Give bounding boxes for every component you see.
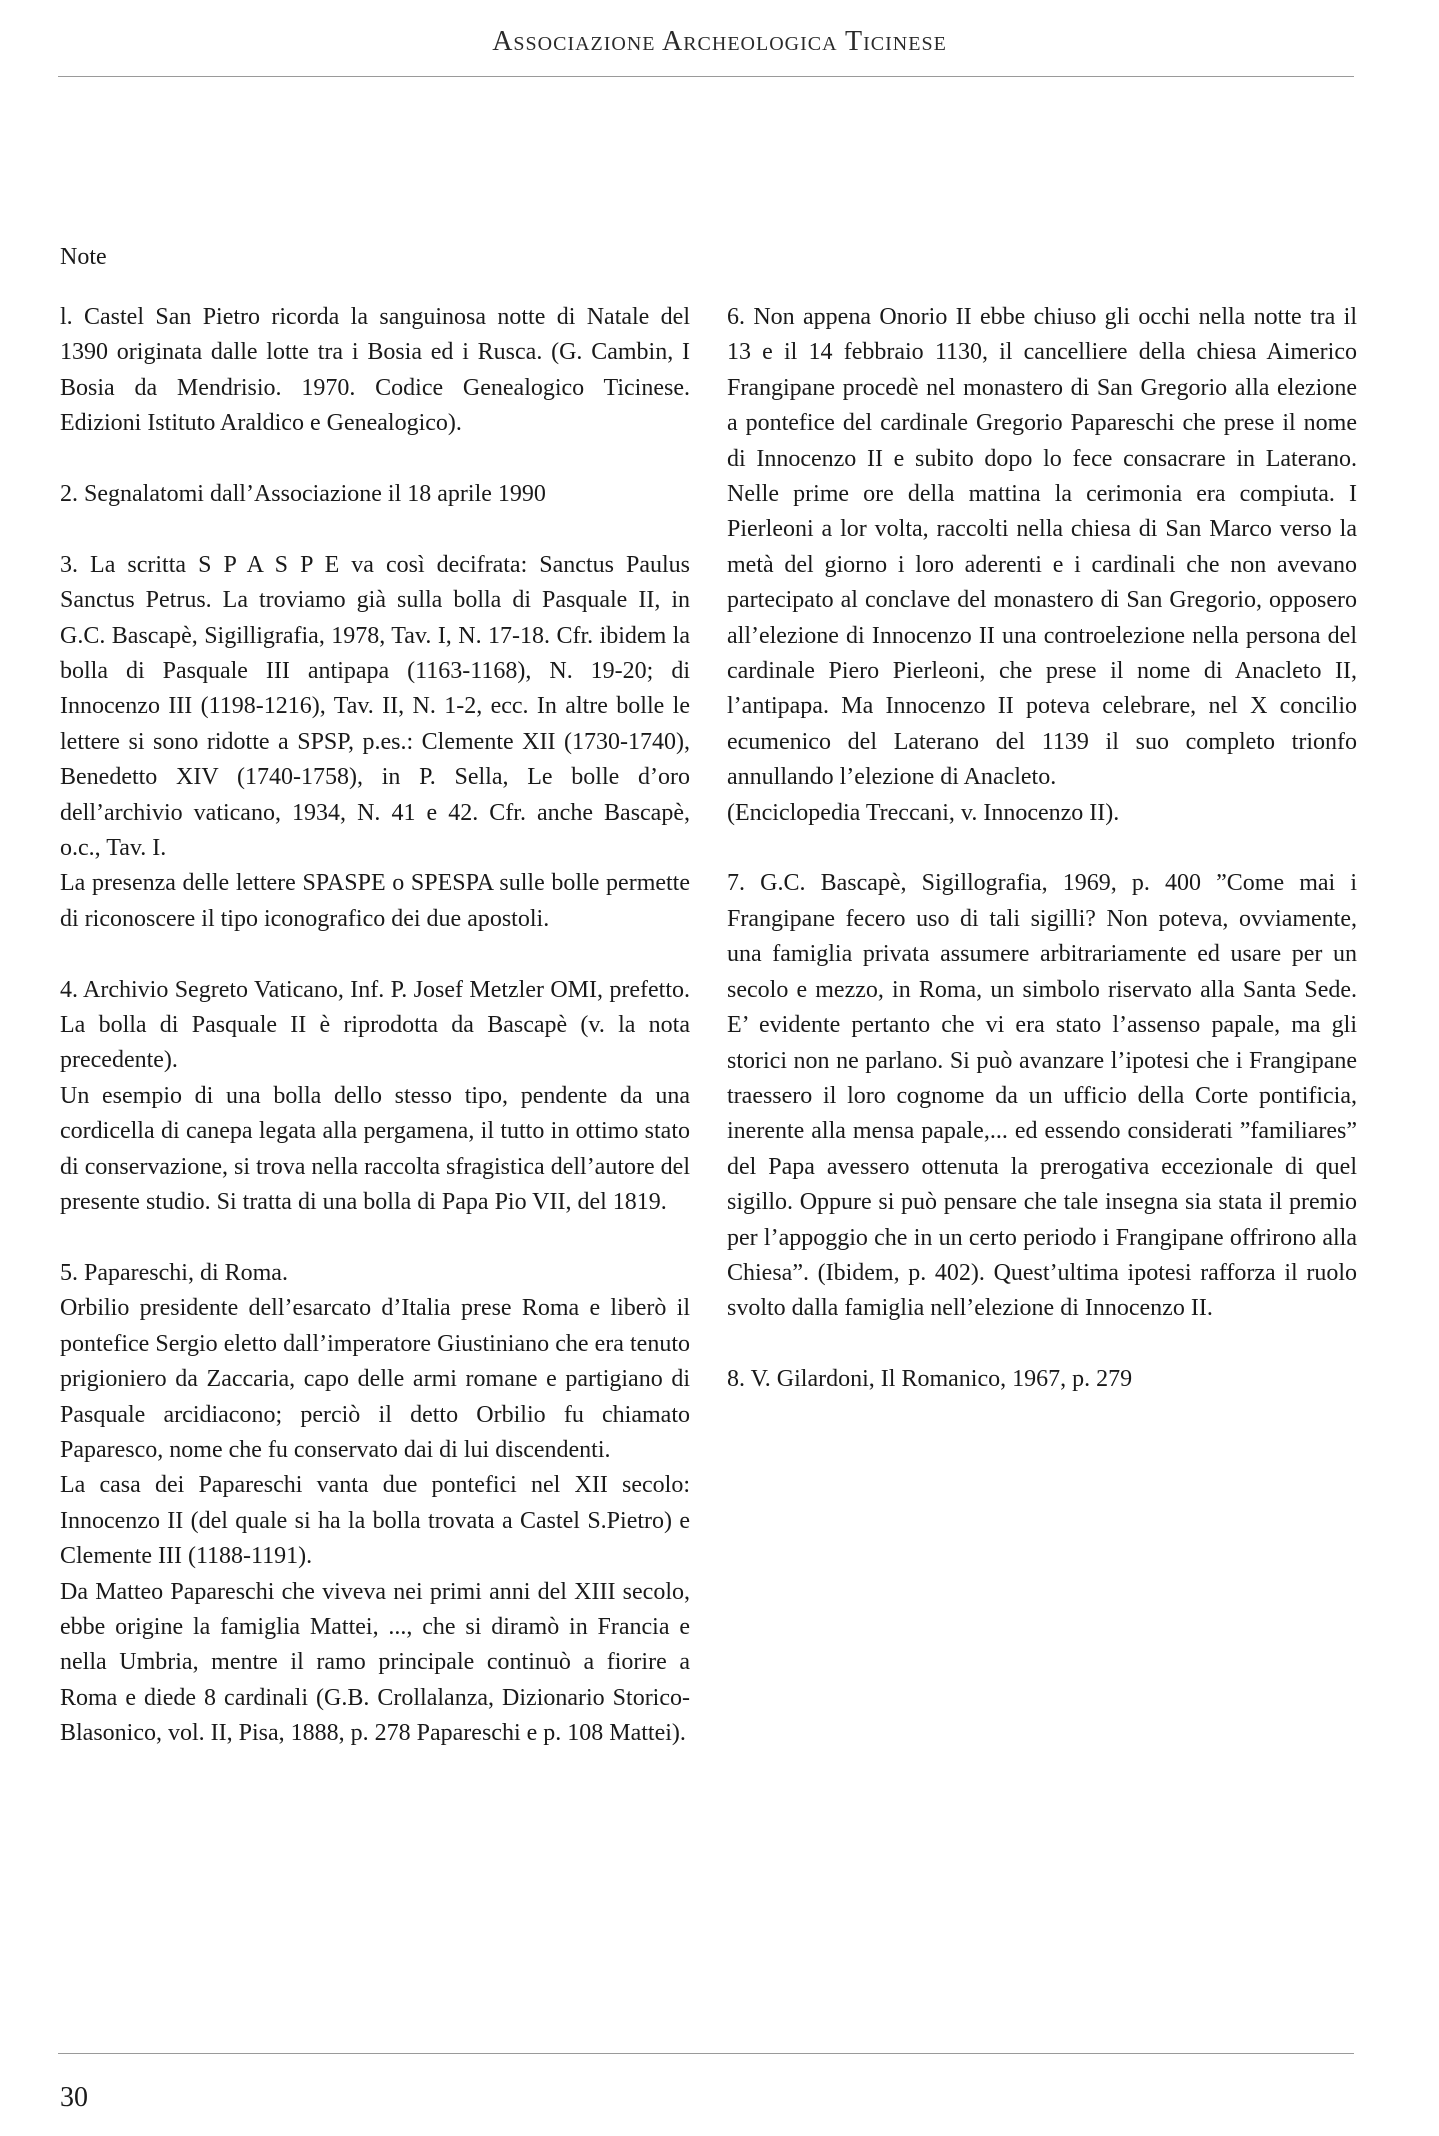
running-head: Associazione Archeologica Ticinese [492,26,947,57]
note-4 [60,973,690,1221]
note-8 [727,1362,1357,1397]
note-6 [727,300,1357,831]
note-paragraph: La casa dei Papareschi vanta due pontefici nel XII secolo: Innocenzo II (del quale si ha la bolla trovata a Castel S.Pietro) e Clemente III (1188-1191). [60,1472,690,1570]
note-paragraph: (Enciclopedia Treccani, v. Innocenzo II). [727,799,1120,826]
note-paragraph: 8. V. Gilardoni, Il Romanico, 1967, p. 279 [727,1366,1133,1393]
page-number: 30 [60,2082,88,2113]
note-paragraph: La presenza delle lettere SPASPE o SPESPA sulle bolle permette di riconoscere il tipo iconografico dei due apostoli. [60,870,690,932]
note-7 [727,866,1357,1326]
notes-column-right [727,300,1357,1433]
note-paragraph: 6. Non appena Onorio II ebbe chiuso gli occhi nella notte tra il 13 e il 14 febbraio 1130, il cancelliere della chiesa Aimerico Frangipane procedè nel monastero di San Gregorio alla elezione a pontefice del cardinale Gregorio Papareschi che prese il nome di Innocenzo II e subito dopo lo fece consacrare in Laterano. Nelle prime ore della mattina la cerimonia era compiuta. I Pierleoni a lor volta, raccolti nella chiesa di San Marco verso la metà del giorno i loro aderenti e i cardinali che non avevano partecipato al conclave del monastero di San Gregorio, opposero all’elezione di Innocenzo II una controelezione nella persona del cardinale Piero Pierleoni, che prese il nome di Anacleto II, l’antipapa. Ma Innocenzo II poteva celebrare, nel X concilio ecumenico del Laterano del 1139 il suo completo trionfo annullando l’elezione di Anacleto. [727,304,1357,791]
note-paragraph: 2. Segnalatomi dall’Associazione il 18 aprile 1990 [60,481,546,508]
note-paragraph: 3. La scritta S P A S P E va così decifrata: Sanctus Paulus Sanctus Petrus. La troviamo già sulla bolla di Pasquale II, in G.C. Bascapè, Sigilligrafia, 1978, Tav. I, N. 17-18. Cfr. ibidem la bolla di Pasquale III antipapa (1163-1168), N. 19-20; di Innocenzo III (1198-1216), Tav. II, N. 1-2, ecc. In altre bolle le lettere si sono ridotte a SPSP, p.es.: Clemente XII (1730-1740), Benedetto XIV (1740-1758), in P. Sella, Le bolle d’oro dell’archivio vaticano, 1934, N. 41 e 42. Cfr. anche Bascapè, o.c., Tav. I. [60,551,690,862]
note-paragraph: Da Matteo Papareschi che viveva nei primi anni del XIII secolo, ebbe origine la famiglia Mattei, ..., che si diramò in Francia e nella Umbria, mentre il ramo principale continuò a fiorire a Roma e diede 8 cardinali (G.B. Crollalanza, Dizionario Storico-Blasonico, vol. II, Pisa, 1888, p. 278 Papareschi e p. 108 Mattei). [60,1578,690,1747]
note-2 [60,477,690,512]
header-rule [58,76,1354,77]
note-paragraph: l. Castel San Pietro ricorda la sanguinosa notte di Natale del 1390 originata dalle lotte tra i Bosia ed i Rusca. (G. Cambin, I Bosia da Mendrisio. 1970. Codice Genealogico Ticinese. Edizioni Istituto Araldico e Genealogico). [60,304,690,437]
note-paragraph: Un esempio di una bolla dello stesso tipo, pendente da una cordicella di canepa legata alla pergamena, il tutto in ottimo stato di conservazione, si trova nella raccolta sfragistica dell’autore del presente studio. Si tratta di una bolla di Papa Pio VII, del 1819. [60,1082,690,1216]
notes-heading: Note [60,244,107,270]
note-paragraph: 7. G.C. Bascapè, Sigillografia, 1969, p. 400 ”Come mai i Frangipane fecero uso di tali sigilli? Non poteva, ovviamente, una famiglia privata assumere arbitrariamente ed usare per un secolo e mezzo, in Roma, un simbolo riservato alla Santa Sede. E’ evidente pertanto che vi era stato l’assenso papale, ma gli storici non ne parlano. Si può avanzare l’ipotesi che i Frangipane traessero il loro cognome da un ufficio della Corte pontificia, inerente alla mensa papale,... ed essendo considerati ”familiares” del Papa avessero ottenuta la prerogativa eccezionale di quel sigillo. Oppure si può pensare che tale insegna sia stata il premio per l’appoggio che in un certo periodo i Frangipane offrirono alla Chiesa”. (Ibidem, p. 402). Quest’ultima ipotesi rafforza il ruolo svolto dalla famiglia nell’elezione di Innocenzo II. [727,870,1357,1322]
note-paragraph: 5. Papareschi, di Roma. [60,1259,288,1286]
note-paragraph: 4. Archivio Segreto Vaticano, Inf. P. Josef Metzler OMI, prefetto. La bolla di Pasquale II è riprodotta da Bascapè (v. la nota precedente). [60,976,690,1074]
note-paragraph: Orbilio presidente dell’esarcato d’Italia prese Roma e liberò il pontefice Sergio eletto dall’imperatore Giustiniano che era tenuto prigioniero da Zaccaria, capo delle armi romane e partigiano di Pasquale arcidiacono; perciò il detto Orbilio fu chiamato Paparesco, nome che fu conservato dai di lui discendenti. [60,1295,690,1463]
note-3 [60,548,690,937]
note-1 [60,300,690,442]
notes-column-left [60,300,690,1787]
note-5 [60,1256,690,1752]
footer-rule [58,2053,1354,2054]
